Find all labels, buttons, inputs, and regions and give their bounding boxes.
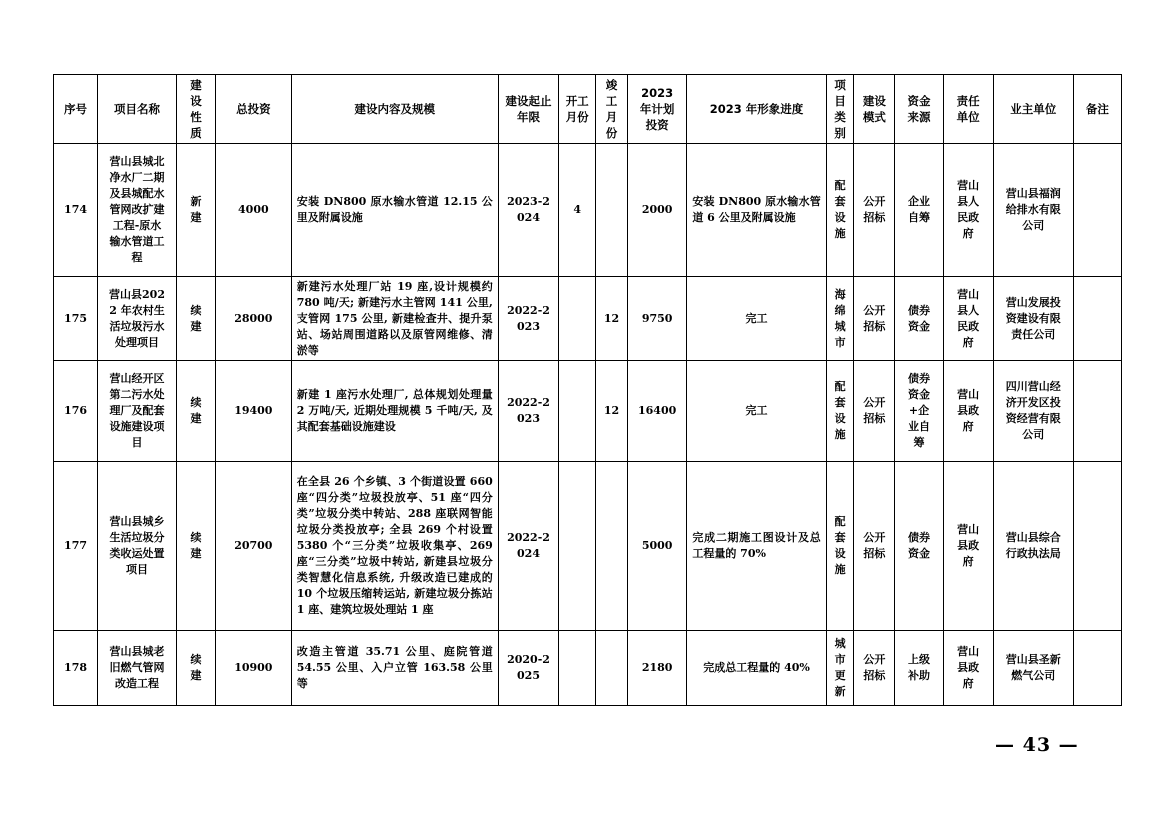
cell-end — [596, 462, 628, 631]
cell-nature — [176, 631, 215, 706]
cell-owner — [993, 462, 1073, 631]
cell-category — [826, 631, 854, 706]
cell-invest: 20700 — [215, 462, 291, 631]
cell-mode — [854, 277, 895, 361]
cell-period — [498, 277, 558, 361]
cell-resp-text: 营山县政府 — [957, 523, 980, 568]
cell-content: 安装 DN800 原水输水管道 12.15 公里及附属设施 — [291, 144, 498, 277]
cell-note — [1073, 144, 1121, 277]
cell-fund-text: 企业自筹 — [907, 195, 930, 224]
header-category — [826, 75, 854, 144]
cell-resp-text: 营山县政府 — [957, 388, 980, 433]
header-period — [498, 75, 558, 144]
header-resp — [943, 75, 993, 144]
cell-mode-text: 公开招标 — [863, 653, 886, 682]
cell-category-text: 海绵城市 — [834, 287, 846, 349]
cell-name-text: 营山经开区第二污水处理厂及配套设施建设项目 — [109, 372, 165, 449]
header-fund-text: 资金来源 — [907, 94, 931, 124]
cell-resp — [943, 361, 993, 462]
cell-plan: 2000 — [627, 144, 686, 277]
cell-category — [826, 361, 854, 462]
cell-owner — [993, 631, 1073, 706]
cell-category-text: 配套设施 — [834, 515, 846, 576]
header-seq: 序号 — [54, 75, 98, 144]
header-name: 项目名称 — [98, 75, 177, 144]
cell-name-text: 营山县城北净水厂二期及县城配水管网改扩建工程-原水输水管道工程 — [109, 155, 165, 264]
table-row — [54, 631, 1122, 706]
cell-fund-text: 债券资金 — [907, 531, 930, 560]
cell-name — [98, 462, 177, 631]
cell-note — [1073, 361, 1121, 462]
cell-mode — [854, 462, 895, 631]
cell-seq: 174 — [54, 144, 98, 277]
cell-category-text: 配套设施 — [834, 380, 846, 441]
header-start-text: 开工月份 — [565, 94, 589, 124]
cell-content: 新建污水处理厂站 19 座,设计规模约 780 吨/天; 新建污水主管网 141 公里, 支管网 175 公里, 新建检查井、提升泵站、场站周围道路以及原管网维修、清淤等 — [291, 277, 498, 361]
cell-fund — [895, 462, 943, 631]
cell-name — [98, 277, 177, 361]
header-category-text: 项目类别 — [834, 78, 846, 140]
table-row — [54, 277, 1122, 361]
cell-owner-text: 营山县圣新燃气公司 — [1005, 653, 1061, 682]
cell-mode — [854, 144, 895, 277]
header-resp-text: 责任单位 — [956, 94, 980, 124]
cell-category-text: 配套设施 — [834, 179, 846, 240]
cell-invest: 4000 — [215, 144, 291, 277]
cell-end — [596, 144, 628, 277]
cell-plan: 9750 — [627, 277, 686, 361]
cell-invest: 28000 — [215, 277, 291, 361]
cell-name-text: 营山县城老旧燃气管网改造工程 — [109, 645, 165, 690]
cell-mode-text: 公开招标 — [863, 531, 886, 560]
cell-category — [826, 462, 854, 631]
header-nature-text: 建设性质 — [190, 78, 202, 140]
cell-mode-text: 公开招标 — [863, 303, 886, 333]
cell-note — [1073, 277, 1121, 361]
cell-start — [559, 462, 596, 631]
cell-start — [559, 361, 596, 462]
cell-category-text: 城市更新 — [834, 637, 846, 698]
header-mode-text: 建设模式 — [862, 94, 886, 124]
cell-owner-text: 营山县综合行政执法局 — [1005, 531, 1061, 560]
cell-fund — [895, 361, 943, 462]
cell-period — [498, 631, 558, 706]
cell-period-text: 2022-2023 — [507, 303, 550, 333]
header-fund — [895, 75, 943, 144]
cell-plan: 16400 — [627, 361, 686, 462]
cell-fund-text: 债券资金 — [907, 303, 930, 333]
cell-nature-text: 新建 — [190, 195, 202, 224]
table-row — [54, 462, 1122, 631]
cell-owner — [993, 361, 1073, 462]
header-mode — [854, 75, 895, 144]
project-table — [53, 74, 1122, 706]
cell-start — [559, 277, 596, 361]
header-period-text: 建设起止年限 — [505, 94, 552, 124]
cell-owner-text: 营山发展投资建设有限责任公司 — [1005, 295, 1061, 341]
cell-start: 4 — [559, 144, 596, 277]
cell-end: 12 — [596, 361, 628, 462]
cell-category — [826, 144, 854, 277]
cell-seq: 176 — [54, 361, 98, 462]
cell-end: 12 — [596, 277, 628, 361]
cell-plan: 5000 — [627, 462, 686, 631]
header-end — [596, 75, 628, 144]
header-end-text: 竣工月份 — [605, 78, 618, 140]
cell-resp — [943, 631, 993, 706]
cell-name — [98, 631, 177, 706]
header-plan-text: 2023年计划投资 — [639, 86, 675, 132]
cell-progress: 完工 — [687, 277, 826, 361]
cell-period — [498, 361, 558, 462]
cell-period-text: 2022-2024 — [507, 531, 550, 560]
cell-nature — [176, 144, 215, 277]
cell-owner — [993, 144, 1073, 277]
cell-content: 在全县 26 个乡镇、3 个街道设置 660 座“四分类”垃圾投放亭、51 座“四分类”垃圾分类中转站、288 座联网智能垃圾分类投放亭; 全县 269 个村设置 5380 个“三分类”垃圾收集亭、269 座“三分类”垃圾中转站, 新建县垃圾分类智慧化信息系统, 升级改造已建成的 10 个垃圾压缩转运站, 新建垃圾分拣站 1 座、建筑垃圾处理站 1 座 — [291, 462, 498, 631]
cell-fund — [895, 631, 943, 706]
cell-nature-text: 续建 — [190, 303, 202, 333]
cell-seq: 177 — [54, 462, 98, 631]
cell-owner — [993, 277, 1073, 361]
cell-name-text: 营山县城乡生活垃圾分类收运处置项目 — [109, 515, 165, 576]
cell-resp-text: 营山县人民政府 — [957, 287, 980, 349]
cell-resp-text: 营山县人民政府 — [957, 179, 980, 240]
cell-nature — [176, 462, 215, 631]
cell-nature-text: 续建 — [190, 531, 202, 560]
cell-period-text: 2020-2025 — [507, 653, 550, 682]
cell-note — [1073, 631, 1121, 706]
header-invest: 总投资 — [215, 75, 291, 144]
header-plan — [627, 75, 686, 144]
cell-seq: 175 — [54, 277, 98, 361]
cell-progress: 完成二期施工图设计及总工程量的 70% — [687, 462, 826, 631]
cell-name-text: 营山县2022 年农村生活垃圾污水处理项目 — [109, 287, 165, 349]
header-start — [559, 75, 596, 144]
cell-resp — [943, 277, 993, 361]
cell-end — [596, 631, 628, 706]
cell-name — [98, 361, 177, 462]
header-owner: 业主单位 — [993, 75, 1073, 144]
cell-plan: 2180 — [627, 631, 686, 706]
table-row — [54, 361, 1122, 462]
cell-resp — [943, 144, 993, 277]
cell-mode — [854, 631, 895, 706]
cell-invest: 19400 — [215, 361, 291, 462]
cell-resp — [943, 462, 993, 631]
cell-owner-text: 四川营山经济开发区投资经营有限公司 — [1005, 380, 1061, 441]
header-content: 建设内容及规模 — [291, 75, 498, 144]
cell-period-text: 2023-2024 — [507, 195, 550, 224]
cell-fund — [895, 277, 943, 361]
cell-mode-text: 公开招标 — [863, 195, 886, 224]
cell-content: 改造主管道 35.71 公里、庭院管道 54.55 公里、入户立管 163.58 公里等 — [291, 631, 498, 706]
cell-nature-text: 续建 — [190, 653, 202, 682]
cell-period — [498, 462, 558, 631]
cell-period — [498, 144, 558, 277]
header-progress: 2023 年形象进度 — [687, 75, 826, 144]
cell-period-text: 2022-2023 — [507, 396, 550, 425]
table-row — [54, 144, 1122, 277]
cell-category — [826, 277, 854, 361]
cell-mode — [854, 361, 895, 462]
page-number: — 43 — — [995, 734, 1079, 756]
cell-nature-text: 续建 — [190, 396, 202, 425]
cell-mode-text: 公开招标 — [863, 396, 886, 425]
cell-progress: 安装 DN800 原水输水管道 6 公里及附属设施 — [687, 144, 826, 277]
cell-seq: 178 — [54, 631, 98, 706]
cell-start — [559, 631, 596, 706]
cell-nature — [176, 277, 215, 361]
cell-note — [1073, 462, 1121, 631]
cell-fund-text: 债券资金+企业自筹 — [907, 372, 930, 449]
header-row — [54, 75, 1122, 144]
cell-name — [98, 144, 177, 277]
cell-resp-text: 营山县政府 — [957, 645, 980, 690]
cell-fund — [895, 144, 943, 277]
cell-nature — [176, 361, 215, 462]
cell-content: 新建 1 座污水处理厂, 总体规划处理量 2 万吨/天, 近期处理规模 5 千吨/天, 及其配套基础设施建设 — [291, 361, 498, 462]
cell-progress: 完成总工程量的 40% — [687, 631, 826, 706]
header-note: 备注 — [1073, 75, 1121, 144]
cell-invest: 10900 — [215, 631, 291, 706]
cell-progress: 完工 — [687, 361, 826, 462]
cell-fund-text: 上级补助 — [907, 653, 930, 682]
cell-owner-text: 营山县福润给排水有限公司 — [1005, 187, 1061, 232]
header-nature — [176, 75, 215, 144]
